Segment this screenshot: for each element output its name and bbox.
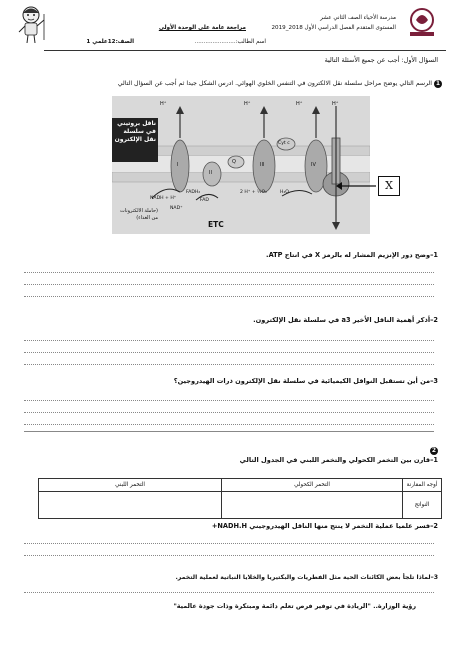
nad-label: NAD⁺ xyxy=(170,206,183,211)
etc-label: ETC xyxy=(208,220,224,229)
answer-line[interactable] xyxy=(24,555,434,556)
section-divider xyxy=(24,431,434,432)
q-label: Q xyxy=(232,159,236,165)
answer-line[interactable] xyxy=(24,340,434,341)
answer-line[interactable] xyxy=(24,272,434,273)
q1-intro-row xyxy=(22,80,442,88)
fadh-label: FADH₂ xyxy=(186,190,201,195)
q1-sub2: 2–أذكر أهمية الناقل الأخير a3 في سلسلة نقل الإلكترون. xyxy=(253,316,438,324)
h-plus-label-2: H⁺ xyxy=(244,101,251,107)
answer-line[interactable] xyxy=(24,543,434,544)
q1-number: 1 xyxy=(435,80,441,87)
level-line: المستوى المتقدم الفصل الدراسي الأول 2018_2019 xyxy=(271,25,396,31)
oxygen-label: 2 H⁺ + ½O₂ xyxy=(240,190,267,195)
q2-sub1: 1–قارن بين التخمر الكحولي والتخمر اللبني في الجدول التالي xyxy=(239,456,438,464)
q1-sub1: 1–وضح دور الإنزيم المشار له بالرمز X في انتاج ATP. xyxy=(266,251,438,259)
roman-2-label: II xyxy=(209,170,212,176)
table-row-label: النواتج xyxy=(403,492,442,519)
x-arrow-icon xyxy=(336,178,380,194)
nadh-label: NADH + H⁺ xyxy=(150,196,177,201)
class-label: الصف:12علمي 1 xyxy=(86,39,134,45)
q2-number: 2 xyxy=(431,447,437,454)
answer-line[interactable] xyxy=(24,364,434,365)
answer-line[interactable] xyxy=(24,592,434,593)
answer-line[interactable] xyxy=(24,400,434,401)
review-title: مراجعة عامة على الوحدة الأولى xyxy=(158,25,246,31)
carrier-note: (حاملة الالكترونات من الغذاء) xyxy=(120,208,158,221)
q-carrier-icon xyxy=(228,156,244,168)
roman-4-label: IV xyxy=(311,162,316,168)
roman-3-label: III xyxy=(260,162,265,168)
school-name: مدرسة الأحياء الصف الثاني عشر xyxy=(320,15,396,21)
roman-1-label: I xyxy=(177,162,179,168)
table-header-lactic: التخمر اللبني xyxy=(39,479,222,492)
student-name-field[interactable]: اسم الطالب:....................... xyxy=(194,39,266,45)
table-cell-lactic[interactable] xyxy=(39,492,222,519)
q2-number-row xyxy=(398,437,438,456)
ministry-emblem-icon xyxy=(404,6,440,38)
q1-sub3: 3–من أين تستقبل النواقل الكيميائية في سلسلة نقل الإلكترون ذرات الهيدروجين؟ xyxy=(173,377,438,385)
fad-label: FAD xyxy=(200,198,209,203)
comparison-table xyxy=(38,478,442,519)
answer-line[interactable] xyxy=(24,352,434,353)
h-plus-label-4: H⁺ xyxy=(332,101,339,107)
answer-line[interactable] xyxy=(24,424,434,425)
h-plus-label-1: H⁺ xyxy=(160,101,167,107)
answer-line[interactable] xyxy=(24,412,434,413)
cartoon-student-icon xyxy=(14,4,48,44)
q1-intro: الرسم التالي يوضح مراحل سلسلة نقل الالكترون في التنفس الخلوي الهوائي. ادرس الشكل جيدا ثم أجب عن السؤال التالي xyxy=(117,80,433,87)
answer-line[interactable] xyxy=(24,296,434,297)
main-instruction: السؤال الأول: أجب عن جميع الأسئلة التالية xyxy=(324,56,438,64)
carrier-callout: ناقل بروتيني في سلسلة نقل الإلكترون xyxy=(112,118,158,162)
table-header-alcoholic: التخمر الكحولي xyxy=(222,479,403,492)
table-header-aspect: أوجه المقارنة xyxy=(403,479,442,492)
header-divider xyxy=(44,50,446,51)
ministry-vision: رؤية الوزارة.. "الريادة في توفير فرص تعلم دائمة ومبتكرة وذات جودة عالمية" xyxy=(173,602,416,610)
x-box: X xyxy=(378,176,400,196)
table-cell-alcoholic[interactable] xyxy=(222,492,403,519)
cytc-label: Cyt c xyxy=(278,141,290,146)
complex-1-icon xyxy=(171,140,189,192)
answer-line[interactable] xyxy=(24,284,434,285)
h-plus-label-3: H⁺ xyxy=(296,101,303,107)
water-label: H₂O xyxy=(280,190,289,195)
q2-sub3: 3–لماذا تلجأ بعض الكائنات الحية مثل الفطريات والبكتيريا والخلايا النباتية لعملية التخمر. xyxy=(175,574,438,581)
complex-2-icon xyxy=(203,162,221,186)
q2-sub2: 2–فسر علميا عملية التخمر لا ينتج منها الناقل الهيدروجيني NADH.H+ xyxy=(211,522,438,530)
